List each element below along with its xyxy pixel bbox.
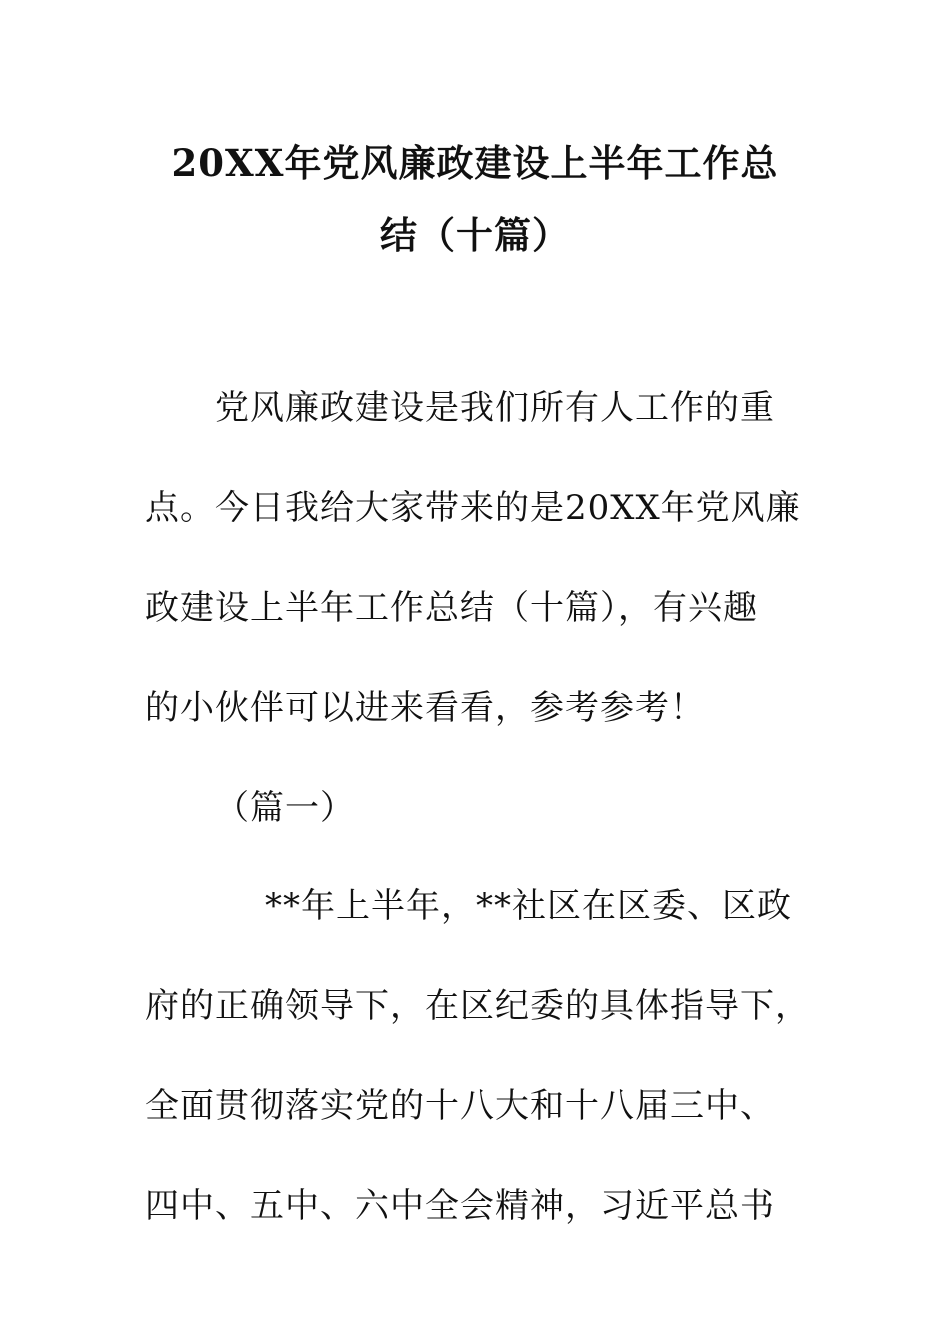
intro-line-1: 党风廉政建设是我们所有人工作的重 <box>215 388 775 428</box>
intro-line-4: 的小伙伴可以进来看看，参考参考！ <box>145 688 705 728</box>
body-line-3: 全面贯彻落实党的十八大和十八届三中、 <box>145 1086 775 1126</box>
intro-line-2: 点。今日我给大家带来的是20XX年党风廉 <box>145 488 801 528</box>
section-heading: （篇一） <box>215 788 355 828</box>
document-title-line-2: 结（十篇） <box>380 213 570 257</box>
body-line-1: **年上半年，**社区在区委、区政 <box>265 886 792 926</box>
body-line-2: 府的正确领导下，在区纪委的具体指导下， <box>145 986 810 1026</box>
document-title-line-1: 20XX年党风廉政建设上半年工作总 <box>171 141 779 185</box>
body-line-4: 四中、五中、六中全会精神，习近平总书 <box>145 1186 775 1226</box>
intro-line-3: 政建设上半年工作总结（十篇），有兴趣 <box>145 588 758 628</box>
